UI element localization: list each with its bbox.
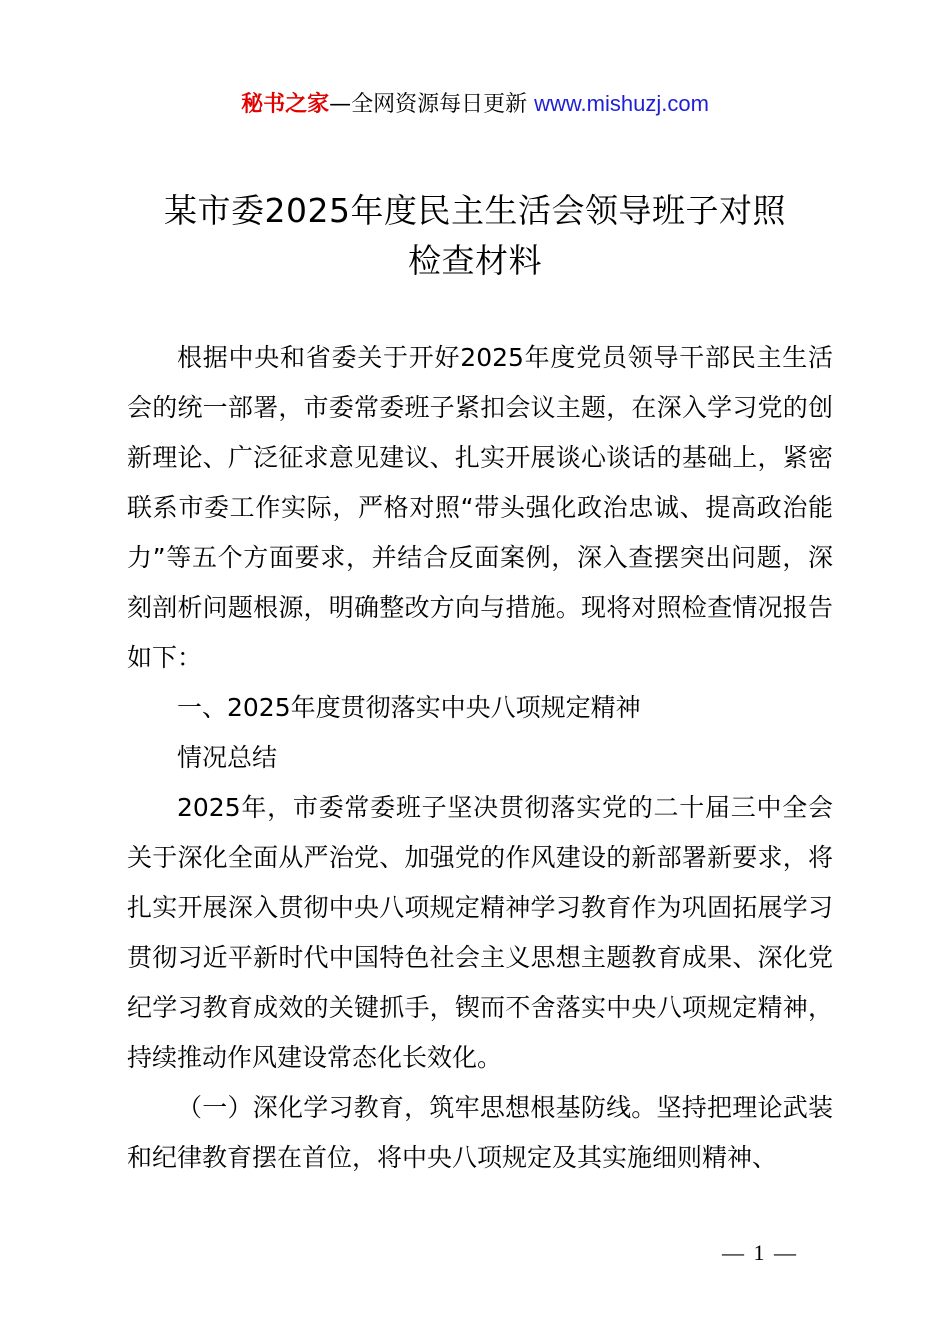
- point-1-paragraph: （一）深化学习教育，筑牢思想根基防线。坚持把理论武装和纪律教育摆在首位，将中央八项规定及其实施细则精神、: [127, 1093, 833, 1172]
- title-line-2: 检查材料: [408, 241, 542, 280]
- banner-brand: 秘书之家: [241, 92, 330, 117]
- banner-tagline: —全网资源每日更新: [329, 92, 535, 117]
- site-banner: [0, 88, 950, 121]
- document-body: [127, 333, 833, 1183]
- section-subheading-1: 情况总结: [177, 743, 278, 772]
- banner-url-link[interactable]: www.mishuzj.com: [534, 91, 709, 116]
- intro-paragraph: 根据中央和省委关于开好2025年度党员领导干部民主生活会的统一部署，市委常委班子紧扣会议主题，在深入学习党的创新理论、广泛征求意见建议、扎实开展谈心谈话的基础上，紧密联系市委工作实际，严格对照“带头强化政治忠诚、提高政治能力”等五个方面要求，并结合反面案例，深入查摆突出问题，深刻剖析问题根源，明确整改方向与措施。现将对照检查情况报告如下：: [127, 343, 833, 672]
- document-title: [60, 186, 890, 286]
- title-line-1: 某市委2025年度民主生活会领导班子对照: [164, 191, 786, 230]
- summary-paragraph: 2025年，市委常委班子坚决贯彻落实党的二十届三中全会关于深化全面从严治党、加强党的作风建设的新部署新要求，将扎实开展深入贯彻中央八项规定精神学习教育作为巩固拓展学习贯彻习近平新时代中国特色社会主义思想主题教育成果、深化党纪学习教育成效的关键抓手，锲而不舍落实中央八项规定精神，持续推动作风建设常态化长效化。: [127, 793, 833, 1072]
- section-heading-1: 一、2025年度贯彻落实中央八项规定精神: [177, 693, 641, 722]
- page-number: — 1 —: [722, 1240, 798, 1265]
